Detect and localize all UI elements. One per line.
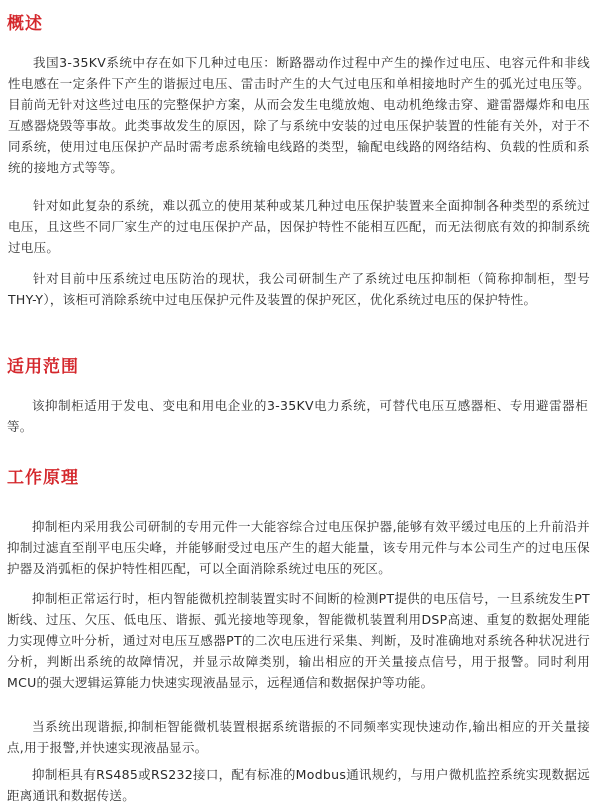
principle-paragraph-2: 抑制柜正常运行时，柜内智能微机控制装置实时不间断的检测PT提供的电压信号，一旦系统发生PT断线、过压、欠压、低电压、谐振、弧光接地等现象，智能微机装置利用DSP高速、重复的数据处理能力实现傅立叶分析，通过对电压互感器PT的二次电压进行采集、判断，及时准确地对系统各种状况进行分析，判断出系统的故障情况，并显示故障类别，输出相应的开关量接点信号，用于报警。同时利用MCU的强大逻辑运算能力快速实现液晶显示，远程通信和数据保护等功能。: [7, 591, 590, 690]
principle-paragraph-4: 抑制柜具有RS485或RS232接口，配有标准的Modbus通讯规约，与用户微机监控系统实现数据远距离通讯和数据传送。: [7, 767, 590, 803]
scope-paragraph-1: 该抑制柜适用于发电、变电和用电企业的3-35KV电力系统，可替代电压互感器柜、专用避雷器柜等。: [7, 398, 588, 434]
section-title-scope: 适用范围: [7, 357, 79, 377]
overview-paragraph-2: 针对如此复杂的系统，难以孤立的使用某种或某几种过电压保护装置来全面抑制各种类型的系统过电压，且这些不同厂家生产的过电压保护产品，因保护特性不能相互匹配，而无法彻底有效的抑制系统过电压。: [8, 198, 590, 255]
overview-paragraph-3: 针对目前中压系统过电压防治的现状，我公司研制生产了系统过电压抑制柜（简称抑制柜，型号THY-Y），该柜可消除系统中过电压保护元件及装置的保护死区，优化系统过电压的保护特性。: [8, 271, 590, 307]
section-title-principle: 工作原理: [7, 468, 79, 488]
principle-paragraph-1: 抑制柜内采用我公司研制的专用元件一大能容综合过电压保护器,能够有效平缓过电压的上升前沿并抑制过滤直至削平电压尖峰，并能够耐受过电压产生的超大能量，该专用元件与本公司生产的过电压保护器及消弧柜的保护特性相匹配，可以全面消除系统过电压的死区。: [7, 519, 590, 576]
section-title-overview: 概述: [7, 14, 43, 34]
principle-paragraph-3: 当系统出现谐振,抑制柜智能微机装置根据系统谐振的不同频率实现快速动作,输出相应的开关量接点,用于报警,并快速实现液晶显示。: [7, 719, 590, 755]
overview-paragraph-1: 我国3-35KV系统中存在如下几种过电压：断路器动作过程中产生的操作过电压、电容元件和非线性电感在一定条件下产生的谐振过电压、雷击时产生的大气过电压和单相接地时产生的弧光过电压等。目前尚无针对这些过电压的完整保护方案，从而会发生电缆放炮、电动机绝缘击穿、避雷器爆炸和电压互感器烧毁等事故。此类事故发生的原因，除了与系统中安装的过电压保护装置的性能有关外，对于不同系统，使用过电压保护产品时需考虑系统输电线路的类型，输配电线路的网络结构、负载的性质和系统的接地方式等等。: [8, 55, 590, 175]
